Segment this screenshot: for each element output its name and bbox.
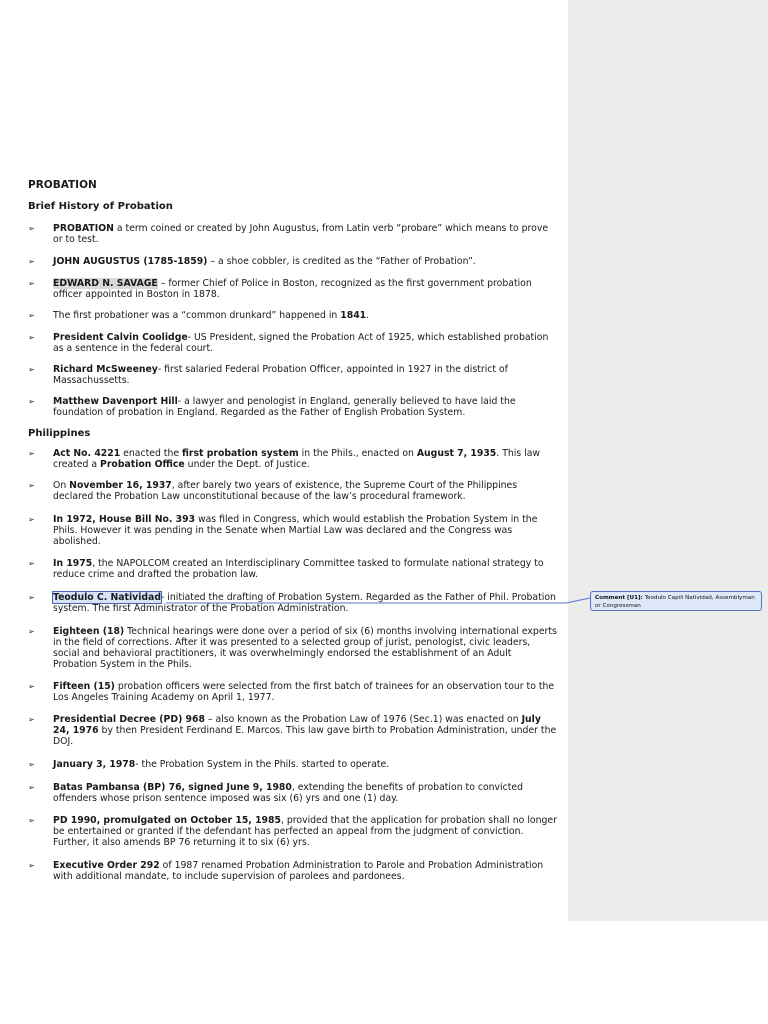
bullet-arrow-icon: ➢ [28, 559, 35, 568]
bullet-arrow-icon: ➢ [28, 397, 35, 406]
bullet-arrow-icon: ➢ [28, 783, 35, 792]
paragraph: In 1972, House Bill No. 393 was filed in Congress, which would establish the Probation System in the Phils. However it was pending in the Senate when Martial Law was declared and the Congress was abolished. [53, 514, 538, 547]
section-heading-philippines: Philippines [28, 428, 91, 439]
bullet-arrow-icon: ➢ [28, 816, 35, 825]
paragraph: Fifteen (15) probation officers were selected from the first batch of trainees for an observation tour to the Los Angeles Training Academy on April 1, 1977. [53, 681, 555, 703]
bullet-arrow-icon: ➢ [28, 715, 35, 724]
paragraph: Matthew Davenport Hill- a lawyer and penologist in England, generally believed to have laid the foundation of probation in England. Regarded as the Father of English Probation System. [53, 396, 516, 418]
bullet-arrow-icon: ➢ [28, 481, 35, 490]
paragraph: Presidential Decree (PD) 968 – also known as the Probation Law of 1976 (Sec.1) was enacted on July 24, 1976 by then President Ferdinand E. Marcos. This law gave birth to Probation Administration, under the DOJ. [53, 714, 557, 747]
bullet-arrow-icon: ➢ [28, 224, 35, 233]
comment-margin-pane [568, 0, 768, 921]
paragraph: On November 16, 1937, after barely two years of existence, the Supreme Court of the Philippines declared the Probation Law unconstitutional because of the law’s procedural framework. [53, 480, 518, 502]
paragraph: PROBATION a term coined or created by John Augustus, from Latin verb “probare” which means to prove or to test. [53, 223, 549, 245]
bullet-arrow-icon: ➢ [28, 257, 35, 266]
bullet-arrow-icon: ➢ [28, 760, 35, 769]
bullet-arrow-icon: ➢ [28, 311, 35, 320]
paragraph: In 1975, the NAPOLCOM created an Interdisciplinary Committee tasked to formulate national strategy to reduce crime and drafted the probation law. [53, 558, 544, 580]
page-title: PROBATION [28, 179, 97, 191]
comment-balloon[interactable] [590, 591, 762, 611]
paragraph: EDWARD N. SAVAGE – former Chief of Police in Boston, recognized as the first government probation officer appointed in Boston in 1878. [53, 278, 532, 300]
paragraph: PD 1990, promulgated on October 15, 1985, provided that the application for probation shall no longer be entertained or granted if the defendant has perfected an appeal from the judgment of conviction. Further, it also amends BP 76 returning it to six (6) yrs. [53, 815, 557, 848]
bullet-arrow-icon: ➢ [28, 682, 35, 691]
bullet-arrow-icon: ➢ [28, 279, 35, 288]
paragraph: The first probationer was a “common drunkard” happened in 1841. [53, 310, 370, 321]
comment-label: Comment [U1]: [595, 595, 643, 601]
paragraph: Batas Pambansa (BP) 76, signed June 9, 1980, extending the benefits of probation to convicted offenders whose prison sentence imposed was six (6) yrs and one (1) day. [53, 782, 523, 804]
paragraph: Richard McSweeney- first salaried Federal Probation Officer, appointed in 1927 in the district of Massachussetts. [53, 364, 508, 386]
bullet-arrow-icon: ➢ [28, 515, 35, 524]
bullet-arrow-icon: ➢ [28, 333, 35, 342]
paragraph: President Calvin Coolidge- US President, signed the Probation Act of 1925, which established probation as a sentence in the federal court. [53, 332, 549, 354]
bullet-arrow-icon: ➢ [28, 627, 35, 636]
commented-text-selection[interactable]: Teodulo C. Natividad [53, 592, 161, 603]
bullet-arrow-icon: ➢ [28, 449, 35, 458]
paragraph: Eighteen (18) Technical hearings were done over a period of six (6) months involving international experts in the field of corrections. After it was presented to a selected group of jurist, penologist, civic leaders, social and behavioral practitioners, it was overwhelmingly endorsed the establishment of an Adult Probation System in the Phils. [53, 626, 557, 670]
paragraph: Executive Order 292 of 1987 renamed Probation Administration to Parole and Probation Administration with additional mandate, to include supervision of parolees and pardonees. [53, 860, 544, 882]
paragraph: Teodulo C. Natividad- initiated the drafting of Probation System. Regarded as the Father of Phil. Probation system. The first Administrator of the Probation Administration. [53, 592, 556, 614]
section-heading-history: Brief History of Probation [28, 201, 173, 212]
bullet-arrow-icon: ➢ [28, 365, 35, 374]
paragraph: JOHN AUGUSTUS (1785-1859) – a shoe cobbler, is credited as the “Father of Probation”. [53, 256, 476, 267]
bullet-arrow-icon: ➢ [28, 861, 35, 870]
paragraph: Act No. 4221 enacted the first probation system in the Phils., enacted on August 7, 1935. This law created a Probation Office under the Dept. of Justice. [53, 448, 541, 470]
highlighted-name: EDWARD N. SAVAGE [53, 278, 158, 289]
paragraph: January 3, 1978- the Probation System in the Phils. started to operate. [53, 759, 390, 770]
bullet-arrow-icon: ➢ [28, 593, 35, 602]
comment-text: Teodulo Capili Natividad, Assemblyman or Congressman [595, 595, 755, 609]
